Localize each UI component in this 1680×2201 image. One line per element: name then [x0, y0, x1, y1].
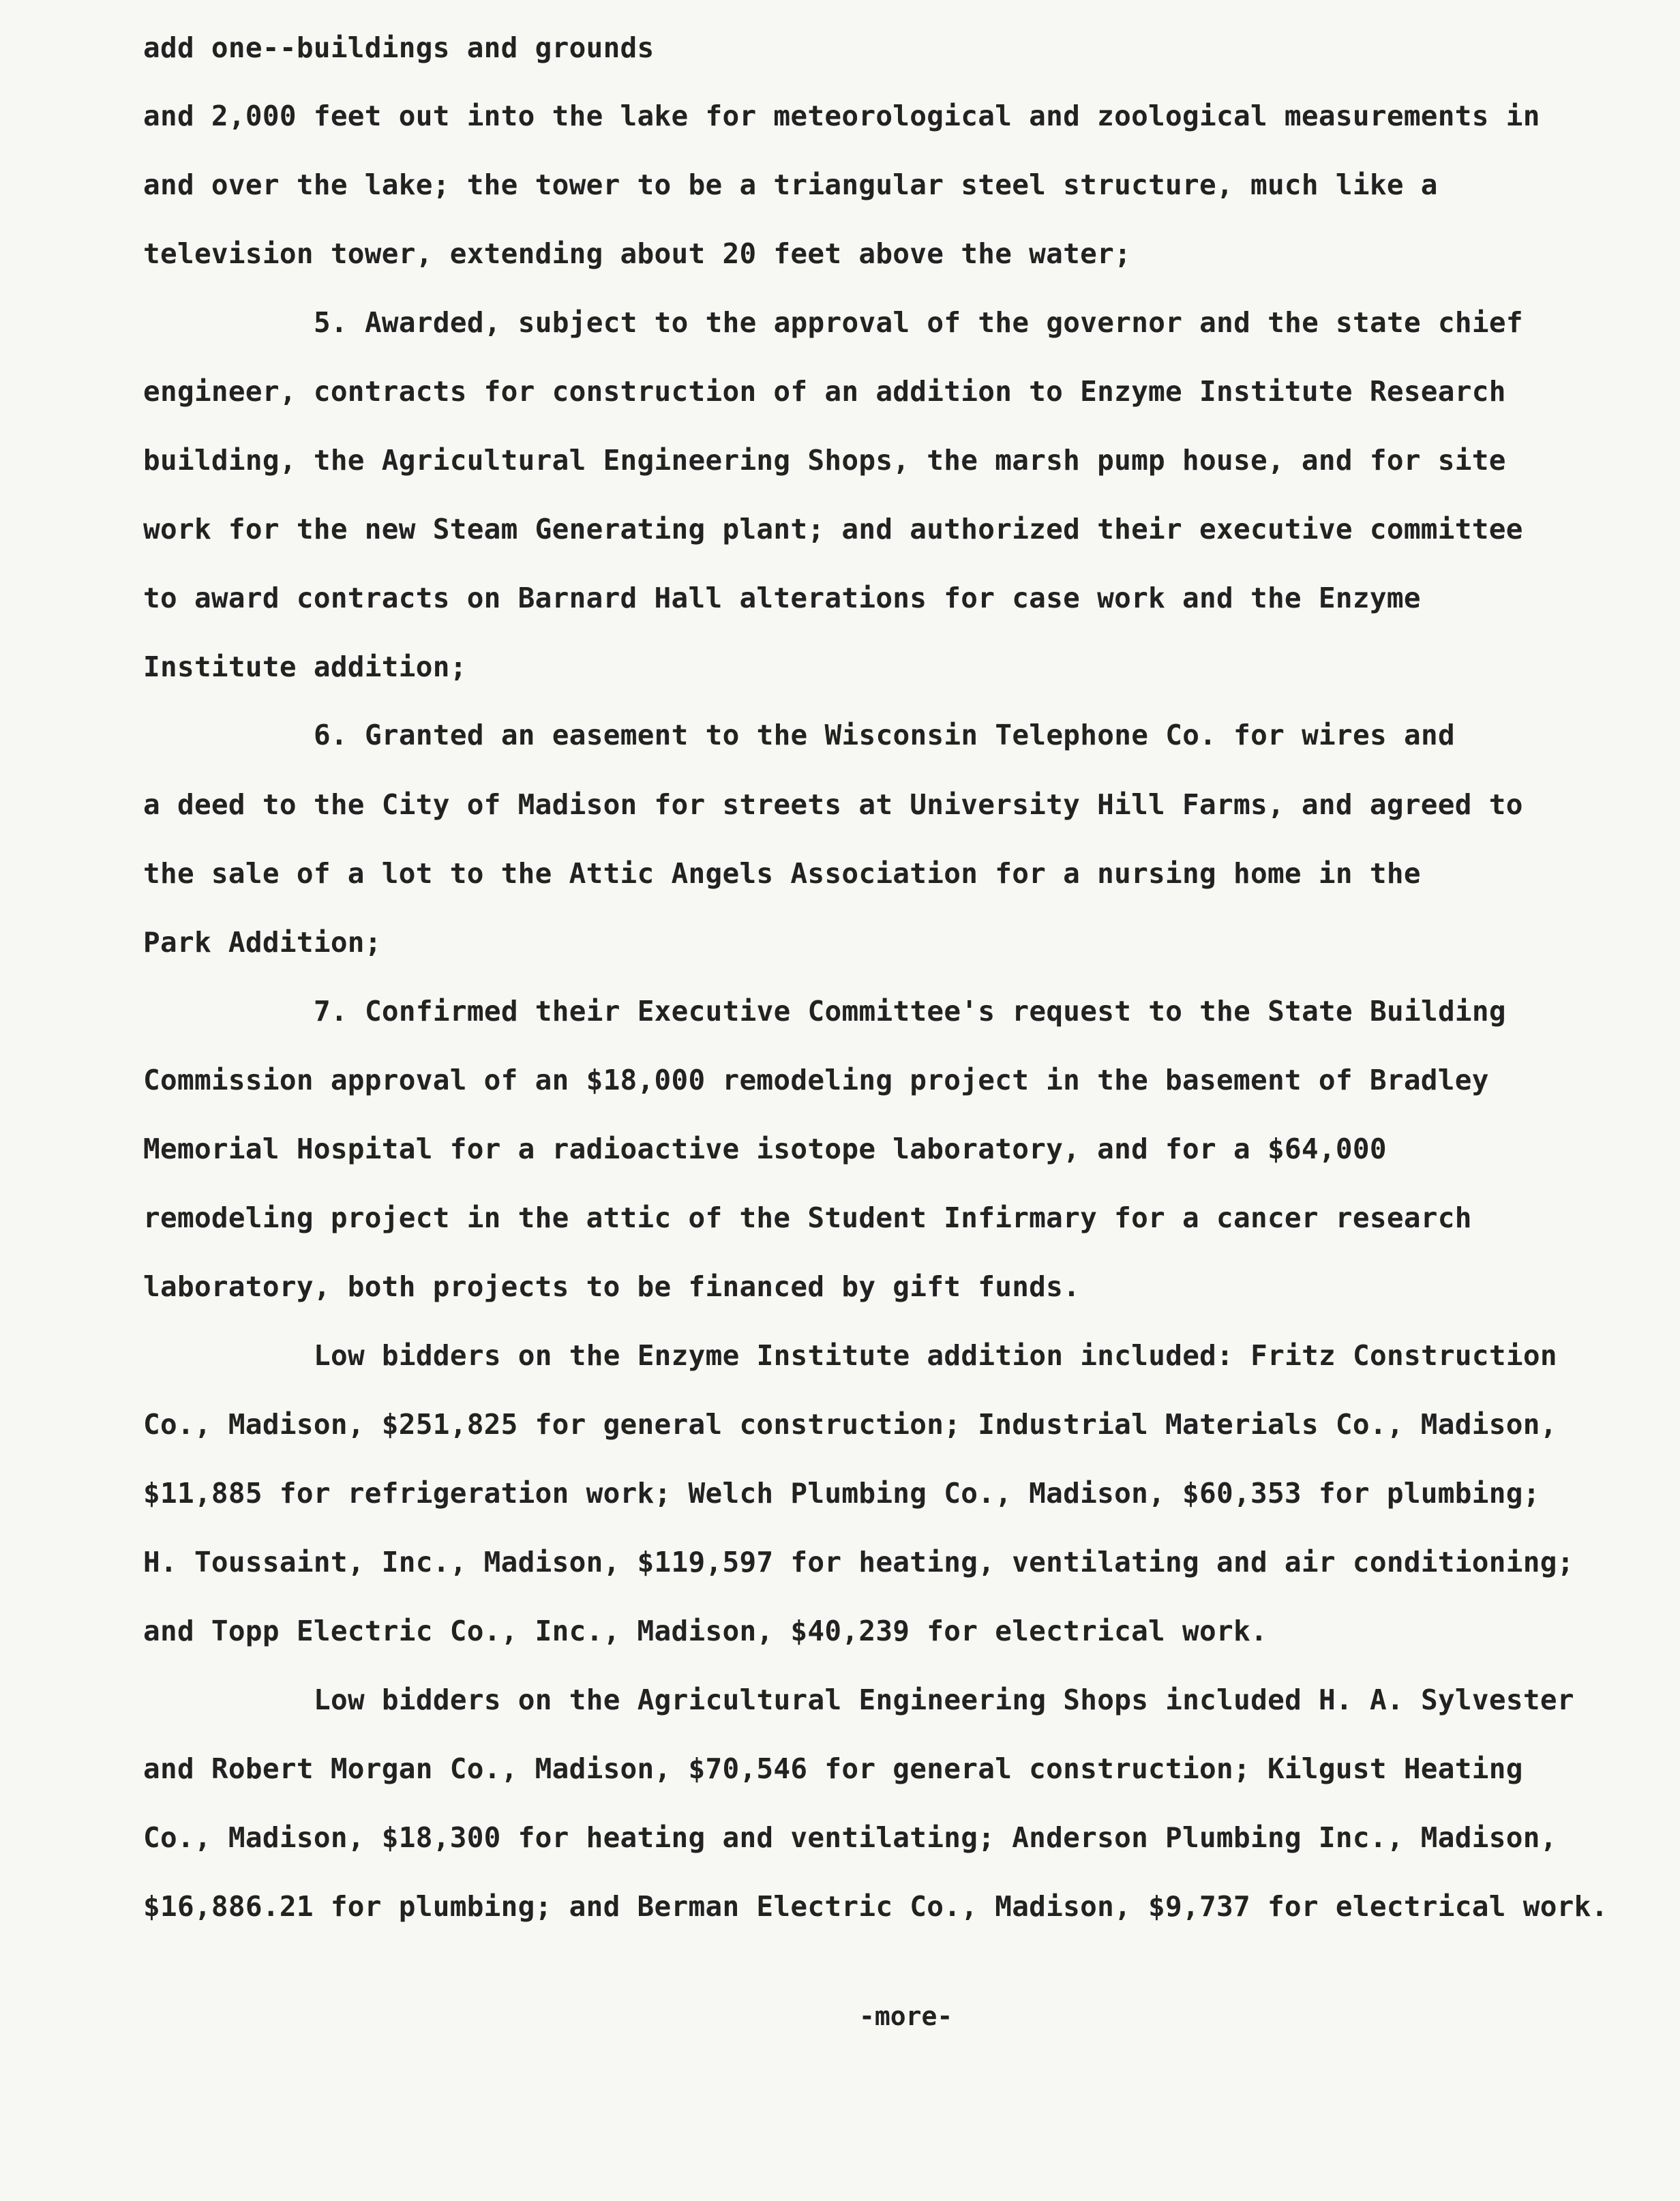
- text-line: add one--buildings and grounds: [143, 31, 655, 64]
- text-line: remodeling project in the attic of the Student Infirmary for a cancer research: [143, 1201, 1472, 1234]
- text-line: engineer, contracts for construction of an addition to Enzyme Institute Research: [143, 375, 1506, 408]
- text-line: a deed to the City of Madison for streets at University Hill Farms, and agreed to: [143, 788, 1523, 821]
- text-line: Low bidders on the Agricultural Engineering Shops included H. A. Sylvester: [314, 1683, 1574, 1716]
- text-line: laboratory, both projects to be financed by gift funds.: [143, 1270, 1081, 1303]
- text-line: Park Addition;: [143, 926, 382, 959]
- page-footer-more: -more-: [859, 2001, 953, 2031]
- text-line: Institute addition;: [143, 650, 467, 683]
- text-line: Co., Madison, $18,300 for heating and ventilating; Anderson Plumbing Inc., Madison,: [143, 1821, 1557, 1854]
- text-line: and over the lake; the tower to be a triangular steel structure, much like a: [143, 168, 1438, 201]
- text-line: Memorial Hospital for a radioactive isotope laboratory, and for a $64,000: [143, 1133, 1387, 1165]
- text-line: H. Toussaint, Inc., Madison, $119,597 for heating, ventilating and air conditioning;: [143, 1546, 1574, 1578]
- text-line: and 2,000 feet out into the lake for meteorological and zoological measurements in: [143, 100, 1540, 132]
- text-line: $11,885 for refrigeration work; Welch Plumbing Co., Madison, $60,353 for plumbing;: [143, 1477, 1540, 1510]
- text-line: and Topp Electric Co., Inc., Madison, $40,239 for electrical work.: [143, 1615, 1268, 1647]
- text-line: work for the new Steam Generating plant; and authorized their executive committee: [143, 513, 1523, 545]
- text-line: Co., Madison, $251,825 for general construction; Industrial Materials Co., Madison,: [143, 1408, 1557, 1441]
- text-line: Commission approval of an $18,000 remodeling project in the basement of Bradley: [143, 1064, 1489, 1096]
- text-line: 5. Awarded, subject to the approval of the governor and the state chief: [314, 306, 1523, 339]
- text-line: to award contracts on Barnard Hall alterations for case work and the Enzyme: [143, 582, 1421, 614]
- text-line: Low bidders on the Enzyme Institute addition included: Fritz Construction: [314, 1339, 1557, 1372]
- text-line: television tower, extending about 20 feet above the water;: [143, 237, 1132, 270]
- text-line: and Robert Morgan Co., Madison, $70,546 for general construction; Kilgust Heating: [143, 1752, 1523, 1785]
- text-line: 6. Granted an easement to the Wisconsin Telephone Co. for wires and: [314, 719, 1455, 751]
- text-line: the sale of a lot to the Attic Angels Association for a nursing home in the: [143, 857, 1421, 890]
- text-line: 7. Confirmed their Executive Committee's request to the State Building: [314, 995, 1506, 1028]
- text-line: $16,886.21 for plumbing; and Berman Electric Co., Madison, $9,737 for electrical work.: [143, 1890, 1608, 1923]
- text-line: building, the Agricultural Engineering Shops, the marsh pump house, and for site: [143, 444, 1506, 477]
